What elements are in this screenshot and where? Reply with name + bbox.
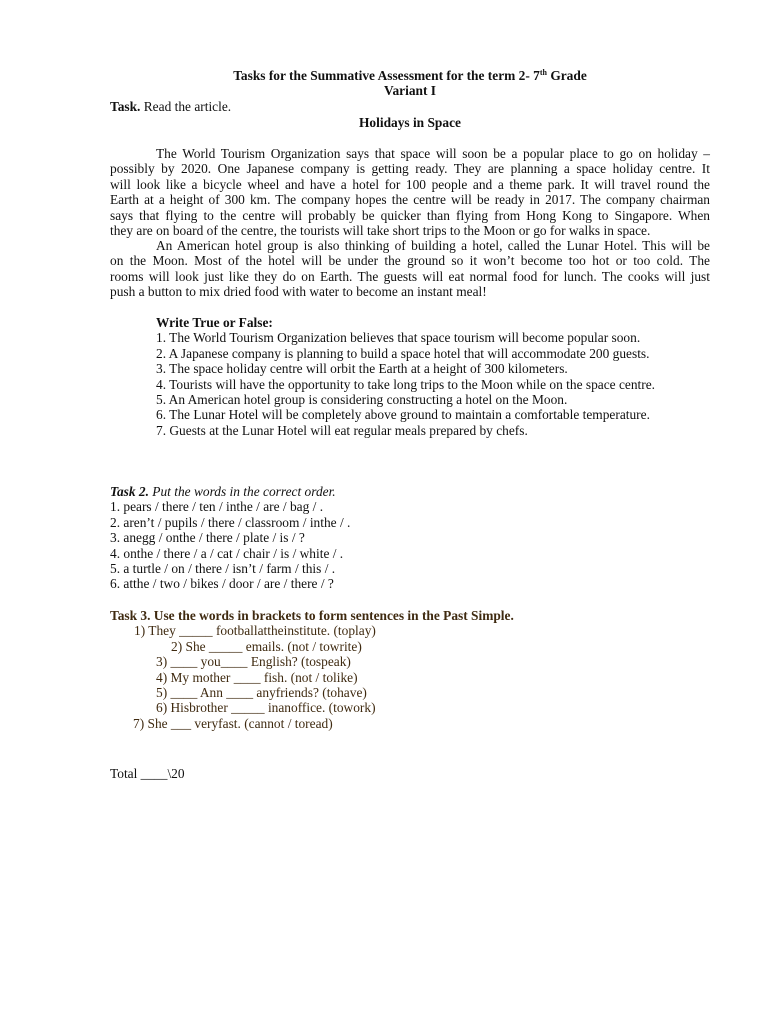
list-item: 5) ____ Ann ____ anyfriends? (tohave) xyxy=(156,684,367,700)
text-line: says that flying to the centre will probably be quicker than flying from Hong Kong to Singapore. When xyxy=(110,207,710,223)
list-item: 2. A Japanese company is planning to build a space hotel that will accommodate 200 guests. xyxy=(156,345,650,361)
text-line: The World Tourism Organization says that space will soon be a popular place to go on holiday – xyxy=(156,146,710,161)
variant-label: Variant I xyxy=(384,83,436,99)
text-line: they are on board of the centre, the tourists will take short trips to the Moon or go for walks in space. xyxy=(110,222,651,238)
list-item: 2. aren’t / pupils / there / classroom / inthe / . xyxy=(110,514,351,530)
list-item: 6. atthe / two / bikes / door / are / there / ? xyxy=(110,576,334,592)
list-item: 6) Hisbrother _____ inanoffice. (towork) xyxy=(156,700,376,716)
text-line: rooms will look just like they do on Earth. The guests will eat normal food for lunch. The cooks will just xyxy=(110,268,710,284)
true-false-section xyxy=(156,315,716,438)
list-item: 2) She _____ emails. (not / towrite) xyxy=(171,638,362,654)
task1-instruction: Task. Read the article. xyxy=(110,99,232,114)
list-item: 7) She ___ veryfast. (cannot / toread) xyxy=(133,715,333,731)
list-item: 4. onthe / there / a / cat / chair / is / white / . xyxy=(110,545,344,561)
list-item: 4) My mother ____ fish. (not / tolike) xyxy=(156,669,358,685)
task2-section xyxy=(110,484,710,592)
page-title: Tasks for the Summative Assessment for the term 2- 7th Grade xyxy=(233,68,587,83)
list-item: 5. a turtle / on / there / isn’t / farm / this / . xyxy=(110,560,336,576)
article-paragraph-2 xyxy=(110,238,710,300)
list-item: 6. The Lunar Hotel will be completely above ground to maintain a comfortable temperature. xyxy=(156,407,650,423)
true-false-heading: Write True or False: xyxy=(156,315,273,330)
list-item: 5. An American hotel group is considering constructing a hotel on the Moon. xyxy=(156,391,568,407)
list-item: 3. anegg / onthe / there / plate / is / ? xyxy=(110,530,305,546)
task3-heading: Task 3. Use the words in brackets to form sentences in the Past Simple. xyxy=(110,608,514,623)
list-item: 1. pears / there / ten / inthe / are / bag / . xyxy=(110,499,324,515)
list-item: 1. The World Tourism Organization believes that space tourism will become popular soon. xyxy=(156,330,641,346)
text-line: will look like a bicycle wheel and have a hotel for 100 people and a theme park. It will travel round the xyxy=(110,176,710,192)
article-title: Holidays in Space xyxy=(359,115,461,130)
text-line: push a button to mix dried food with water to become an instant meal! xyxy=(110,284,487,300)
article-paragraph-1 xyxy=(110,146,710,238)
list-item: 7. Guests at the Lunar Hotel will eat regular meals prepared by chefs. xyxy=(156,422,528,438)
list-item: 3) ____ you____ English? (tospeak) xyxy=(156,654,351,670)
header xyxy=(110,68,710,99)
task2-heading: Task 2. Put the words in the correct order. xyxy=(110,484,336,499)
text-line: An American hotel group is also thinking of building a hotel, called the Lunar Hotel. This will be xyxy=(156,238,710,253)
text-line: on the Moon. Most of the hotel will be under the ground so it won’t become too hot or too cold. The xyxy=(110,253,710,269)
task3-section xyxy=(110,608,710,731)
list-item: 4. Tourists will have the opportunity to take long trips to the Moon while on the space centre. xyxy=(156,376,656,392)
text-line: possibly by 2020. One Japanese company is getting ready. They are planning a space holiday centre. It xyxy=(110,161,710,177)
list-item: 3. The space holiday centre will orbit the Earth at a height of 300 kilometers. xyxy=(156,361,568,377)
total-score: Total ____\20 xyxy=(110,766,185,781)
list-item: 1) They _____ footballattheinstitute. (toplay) xyxy=(134,623,376,639)
text-line: Earth at a height of 300 km. The company hopes the centre will be ready in 2017. The company chairman xyxy=(110,192,710,208)
